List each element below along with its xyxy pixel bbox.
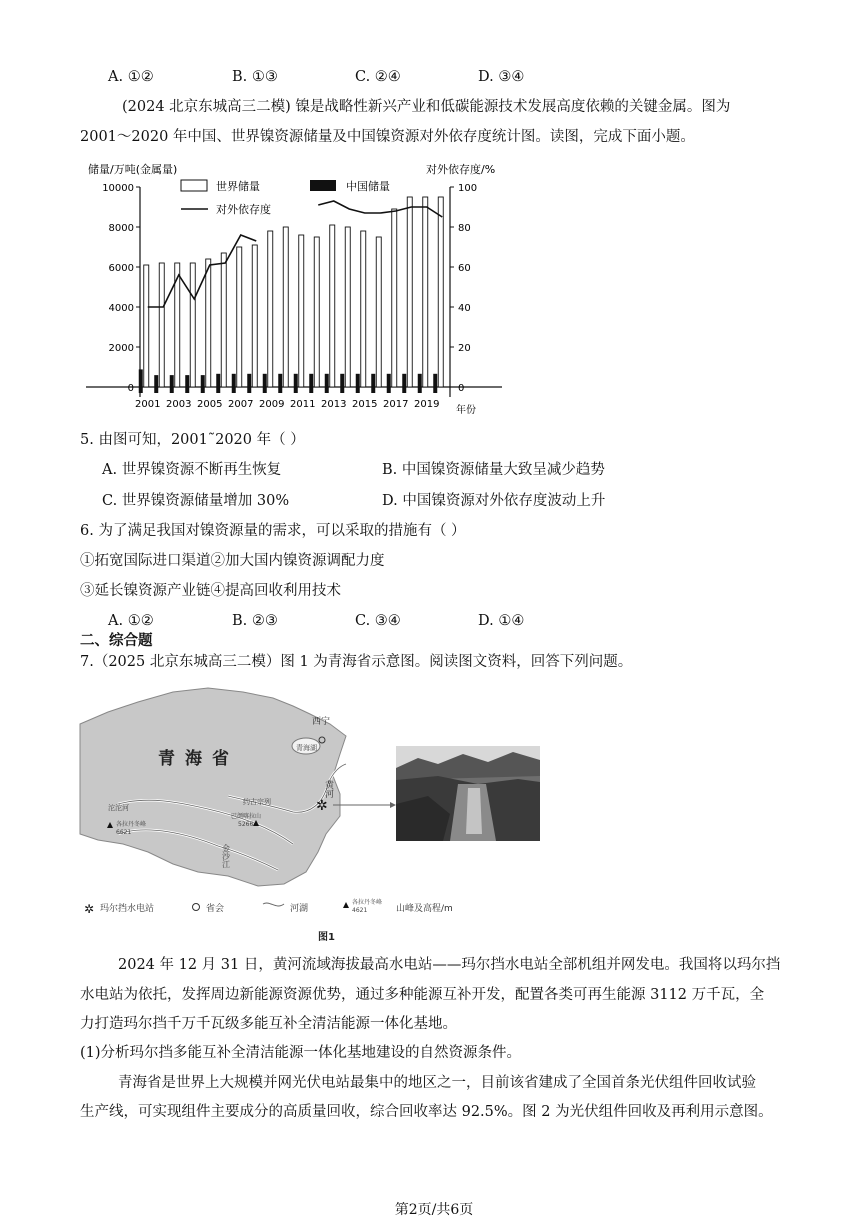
peak2-name: 巴颜喀拉山 [231,813,262,820]
figure-caption: 图1 [318,932,335,943]
world-reserve-bar [330,225,335,387]
legend-peak-sample-name: 各拉丹冬峰 [352,899,383,906]
legend-station-icon: ✲ [84,902,95,916]
left-tick-label: 2000 [108,343,134,354]
world-reserve-bar [423,197,428,387]
legend-station-label: 玛尔挡水电站 [100,904,155,914]
world-reserve-bar [407,197,412,387]
china-reserve-bar [294,374,298,393]
right-axis-label: 对外依存度/% [426,163,496,176]
para2-line-2: 生产线，可实现组件主要成分的高质量回收，综合回收率达 92.5%。图 2 为光伏组件回收及再利用示意图。 [80,1104,773,1120]
world-reserve-bar [190,263,195,387]
china-reserve-bar [433,374,437,393]
q6-option-c: C. ③④ [355,613,401,629]
q7-stem: 7.（2025 北京东城高三二模）图 1 为青海省示意图。阅读图文资料，回答下列问题。 [80,654,633,670]
left-tick-label: 10000 [102,183,134,194]
world-reserve-bar [237,247,242,387]
x-tick-label: 2005 [197,399,223,410]
world-reserve-bar [221,253,226,387]
para1-line-3: 力打造玛尔挡千万千瓦级多能互补全清洁能源一体化基地。 [80,1016,457,1032]
china-reserve-bar [325,374,329,393]
legend-china-swatch [310,180,336,191]
yuegu-label: 约古宗列 [243,798,271,806]
world-reserve-bar [361,231,366,387]
q6-line-1: ①拓宽国际进口渠道②加大国内镍资源调配力度 [80,553,385,569]
china-reserve-bar [356,374,360,393]
x-tick-label: 2009 [259,399,285,410]
q5-option-a: A. 世界镍资源不断再生恢复 [102,462,282,478]
world-reserve-bar [159,263,164,387]
q5-option-c: C. 世界镍资源储量增加 30% [102,493,290,509]
right-tick-label: 60 [458,263,471,274]
legend-capital-label: 省会 [206,904,225,914]
x-tick-label: 2017 [383,399,409,410]
page-footer: 第2页/共6页 [394,1202,474,1218]
q4-option-c: C. ②④ [355,69,401,85]
yellow-river-label: 黄河 [323,780,333,798]
q6-line-2: ③延长镍资源产业链④提高回收利用技术 [80,583,341,599]
world-reserve-bar [376,237,381,387]
china-reserve-bar [201,375,205,393]
dam-photo [396,746,540,841]
china-reserve-bar [263,374,267,393]
intro-line-1: (2024 北京东城高三二模) 镍是战略性新兴产业和低碳能源技术发展高度依赖的关键金属。图为 [122,99,731,115]
para2-line-1: 青海省是世界上大规模并网光伏电站最集中的地区之一，目前该省建成了全国首条光伏组件回收试验 [118,1075,756,1091]
legend-peak-label: 山峰及高程/m [396,904,453,914]
peak1-name: 各拉丹冬峰 [116,821,147,828]
left-tick-label: 6000 [108,263,134,274]
world-reserve-bar [392,209,397,387]
x-tick-label: 2011 [290,399,316,410]
q6-stem: 6. 为了满足我国对镍资源量的需求，可以采取的措施有（ ） [80,523,466,539]
china-reserve-bar [216,374,220,393]
legend-peak-sample-elev: 4621 [352,907,368,914]
china-reserve-bar [170,375,174,393]
china-reserve-bar [418,374,422,393]
china-reserve-bar [387,374,391,393]
q7-part-1: (1)分析玛尔挡多能互补全清洁能源一体化基地建设的自然资源条件。 [80,1045,522,1061]
city-label: 西宁 [312,717,331,727]
right-tick-label: 20 [458,343,471,354]
china-reserve-bar [232,374,236,393]
q4-option-d: D. ③④ [478,69,525,85]
world-reserve-bar [206,259,211,387]
x-axis-label: 年份 [456,405,476,416]
legend-world-label: 世界储量 [216,180,260,193]
world-reserve-bar [144,265,149,387]
right-tick-label: 0 [458,383,465,394]
q5-option-b: B. 中国镍资源储量大致呈减少趋势 [382,462,605,478]
world-reserve-bar [438,197,443,387]
left-axis-label: 储量/万吨(金属量) [88,163,178,176]
x-tick-label: 2019 [414,399,440,410]
world-reserve-bar [268,231,273,387]
china-reserve-bar [278,374,282,393]
peak2-elevation: 5266 [238,821,254,828]
station-marker-icon: ✲ [316,798,328,814]
para1-line-1: 2024 年 12 月 31 日，黄河流域海拔最高水电站——玛尔挡水电站全部机组并网发电。我国将以玛尔挡 [118,957,781,973]
right-tick-label: 80 [458,223,471,234]
china-reserve-bar [340,374,344,393]
province-label: 青海省 [158,749,239,769]
china-reserve-bar [185,375,189,393]
world-reserve-bar [299,235,304,387]
lake-label: 青海湖 [296,744,317,752]
q6-option-b: B. ②③ [232,613,278,629]
q6-option-a: A. ①② [108,613,154,629]
world-reserve-bar [252,245,257,387]
left-tick-label: 4000 [108,303,134,314]
nickel-chart [78,157,508,422]
right-tick-label: 40 [458,303,471,314]
q6-option-d: D. ①④ [478,613,525,629]
world-reserve-bar [283,227,288,387]
q4-option-a: A. ①② [108,69,154,85]
para1-line-2: 水电站为依托，发挥周边新能源资源优势，通过多种能源互补开发，配置各类可再生能源 3112 万千瓦，全 [80,987,765,1003]
china-reserve-bar [154,375,158,393]
left-tick-label: 0 [127,383,134,394]
qinghai-map-figure [78,684,548,946]
legend-peak-icon [343,902,349,908]
legend-capital-icon [193,904,200,911]
legend-china-label: 中国储量 [346,180,390,193]
china-reserve-bar [402,374,406,393]
world-reserve-bar [345,227,350,387]
world-reserve-bar [314,237,319,387]
x-tick-label: 2007 [228,399,254,410]
legend-river-label: 河湖 [290,904,309,914]
china-reserve-bar [247,374,251,393]
china-reserve-bar [139,369,143,393]
q4-option-b: B. ①③ [232,69,278,85]
legend-dependency-label: 对外依存度 [216,203,271,216]
legend-river-icon [263,903,284,906]
legend-world-swatch [181,180,207,191]
x-tick-label: 2015 [352,399,378,410]
q5-option-d: D. 中国镍资源对外依存度波动上升 [382,493,606,509]
tuotuo-label: 沱沱河 [108,804,129,812]
section-heading: 二、综合题 [80,632,153,649]
right-tick-label: 100 [458,183,478,194]
china-reserve-bar [309,374,313,393]
q5-stem: 5. 由图可知，2001˜2020 年（ ） [80,432,305,448]
x-tick-label: 2013 [321,399,347,410]
left-tick-label: 8000 [108,223,134,234]
x-tick-label: 2001 [135,399,161,410]
peak1-elevation: 6621 [116,829,132,836]
x-tick-label: 2003 [166,399,192,410]
province-outline [80,688,346,886]
intro-line-2: 2001～2020 年中国、世界镍资源储量及中国镍资源对外依存度统计图。读图，完成下面小题。 [80,129,695,145]
jinsha-label: 金沙江 [221,844,231,868]
china-reserve-bar [371,374,375,393]
